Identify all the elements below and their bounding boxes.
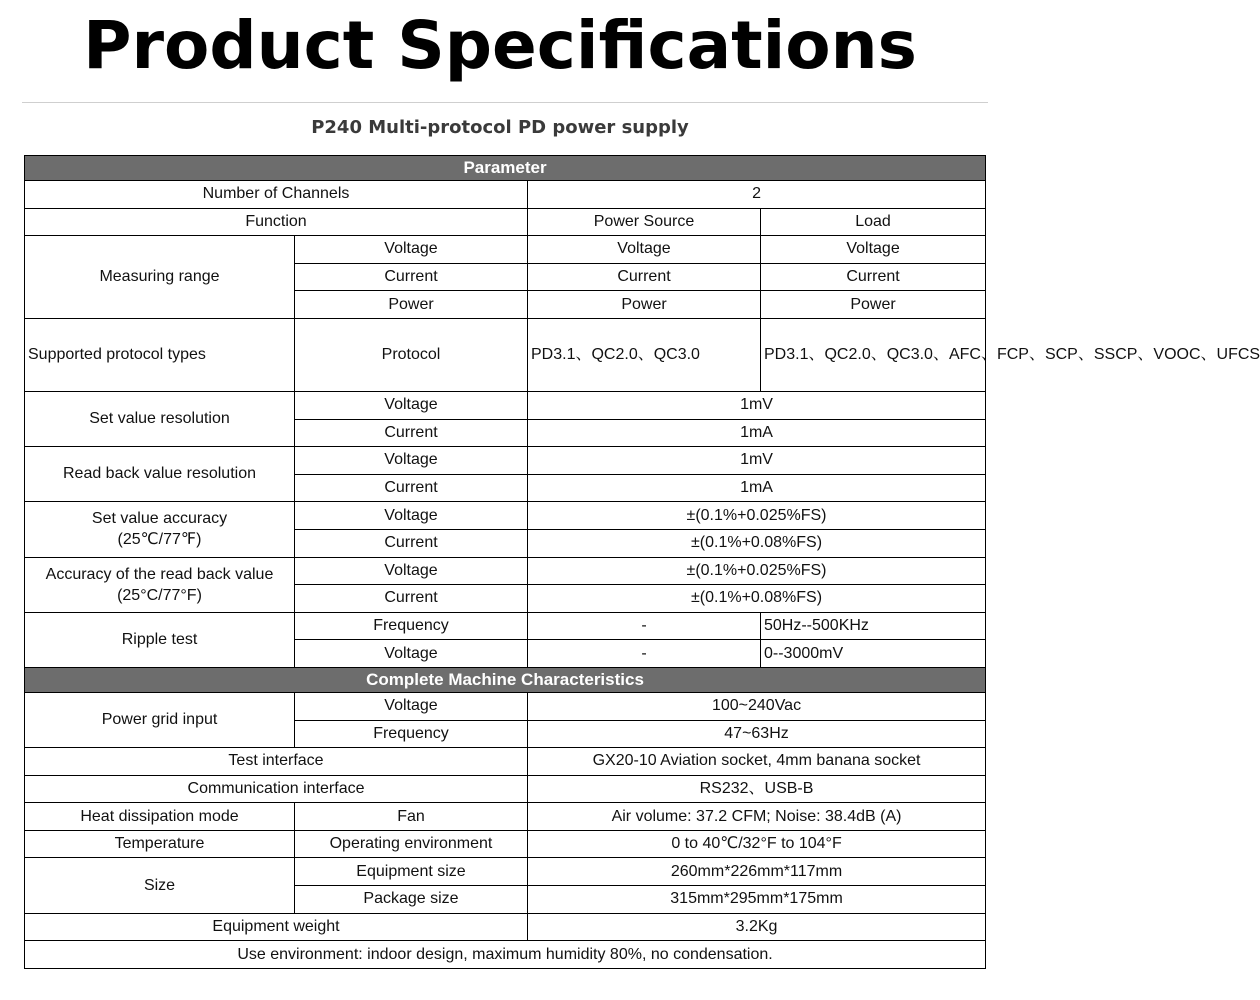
- table-row: [25, 858, 986, 886]
- ripple-frequency-load: 50Hz--500KHz: [761, 612, 986, 640]
- grid-frequency: 47~63Hz: [528, 720, 986, 748]
- grid-voltage: 100~240Vac: [528, 692, 986, 720]
- grid-voltage-sub: Voltage: [295, 692, 528, 720]
- read-accuracy-label-line2: (25°C/77°F): [117, 586, 202, 604]
- protocol-load: PD3.1、QC2.0、QC3.0、AFC、FCP、SCP、SSCP、VOOC、UFCS: [761, 318, 986, 391]
- function-label: Function: [25, 208, 528, 236]
- set-accuracy-label: [25, 502, 295, 557]
- table-row: [25, 748, 986, 776]
- set-resolution-voltage: 1mV: [528, 391, 986, 419]
- measuring-power-sub: Power: [295, 291, 528, 319]
- ripple-voltage-sub: Voltage: [295, 640, 528, 668]
- set-accuracy-voltage: ±(0.1%+0.025%FS): [528, 502, 986, 530]
- temperature-value: 0 to 40℃/32°F to 104°F: [528, 830, 986, 858]
- measuring-power-load: Power: [761, 291, 986, 319]
- table-row: [25, 612, 986, 640]
- set-accuracy-label-line1: Set value accuracy: [91, 510, 228, 528]
- table-row: [25, 692, 986, 720]
- protocol-label: Supported protocol types: [25, 318, 295, 391]
- set-accuracy-current-sub: Current: [295, 529, 528, 557]
- set-accuracy-current: ±(0.1%+0.08%FS): [528, 529, 986, 557]
- table-row: [25, 775, 986, 803]
- set-resolution-current: 1mA: [528, 419, 986, 447]
- function-source: Power Source: [528, 208, 761, 236]
- channels-value: 2: [528, 181, 986, 209]
- table-row: [25, 502, 986, 530]
- grid-input-label: Power grid input: [25, 692, 295, 747]
- measuring-range-label: Measuring range: [25, 236, 295, 319]
- section-header-machine: Complete Machine Characteristics: [25, 667, 986, 692]
- read-resolution-label: Read back value resolution: [25, 447, 295, 502]
- table-row: [25, 391, 986, 419]
- test-interface-label: Test interface: [25, 748, 528, 776]
- grid-frequency-sub: Frequency: [295, 720, 528, 748]
- product-subtitle: P240 Multi-protocol PD power supply: [311, 117, 689, 138]
- table-row: [25, 830, 986, 858]
- weight-label: Equipment weight: [25, 913, 528, 941]
- set-resolution-voltage-sub: Voltage: [295, 391, 528, 419]
- read-resolution-voltage: 1mV: [528, 447, 986, 475]
- measuring-current-load: Current: [761, 263, 986, 291]
- comm-interface-label: Communication interface: [25, 775, 528, 803]
- read-accuracy-label-line1: Accuracy of the read back value: [45, 565, 274, 583]
- read-accuracy-voltage-sub: Voltage: [295, 557, 528, 585]
- spec-table: [24, 155, 1260, 969]
- measuring-voltage-load: Voltage: [761, 236, 986, 264]
- heat-dissipation-value: Air volume: 37.2 CFM; Noise: 38.4dB (A): [528, 803, 986, 831]
- protocol-sub: Protocol: [295, 318, 528, 391]
- set-resolution-label: Set value resolution: [25, 391, 295, 446]
- ripple-frequency-sub: Frequency: [295, 612, 528, 640]
- equipment-size-sub: Equipment size: [295, 858, 528, 886]
- heat-dissipation-label: Heat dissipation mode: [25, 803, 295, 831]
- heat-dissipation-sub: Fan: [295, 803, 528, 831]
- package-size-value: 315mm*295mm*175mm: [528, 886, 986, 914]
- table-row: [25, 447, 986, 475]
- table-row: [25, 913, 986, 941]
- section-row-parameter: [25, 156, 986, 181]
- measuring-power-source: Power: [528, 291, 761, 319]
- measuring-voltage-source: Voltage: [528, 236, 761, 264]
- measuring-voltage-sub: Voltage: [295, 236, 528, 264]
- read-accuracy-label: [25, 557, 295, 612]
- channels-label: Number of Channels: [25, 181, 528, 209]
- title-divider: [22, 102, 988, 103]
- set-accuracy-voltage-sub: Voltage: [295, 502, 528, 530]
- comm-interface-value: RS232、USB-B: [528, 775, 986, 803]
- ripple-voltage-source: -: [528, 640, 761, 668]
- read-accuracy-current-sub: Current: [295, 585, 528, 613]
- ripple-voltage-load: 0--3000mV: [761, 640, 986, 668]
- measuring-current-sub: Current: [295, 263, 528, 291]
- equipment-size-value: 260mm*226mm*117mm: [528, 858, 986, 886]
- table-row: [25, 236, 986, 264]
- read-accuracy-voltage: ±(0.1%+0.025%FS): [528, 557, 986, 585]
- page-title: Product Specifications: [83, 7, 917, 84]
- table-row: [25, 208, 986, 236]
- table-row: [25, 557, 986, 585]
- section-header-parameter: Parameter: [25, 156, 986, 181]
- size-label: Size: [25, 858, 295, 913]
- table-row: [25, 941, 986, 969]
- package-size-sub: Package size: [295, 886, 528, 914]
- function-load: Load: [761, 208, 986, 236]
- read-resolution-current: 1mA: [528, 474, 986, 502]
- table-row: [25, 181, 986, 209]
- temperature-label: Temperature: [25, 830, 295, 858]
- read-resolution-voltage-sub: Voltage: [295, 447, 528, 475]
- set-accuracy-label-line2: (25℃/77℉): [117, 531, 202, 549]
- ripple-label: Ripple test: [25, 612, 295, 667]
- temperature-sub: Operating environment: [295, 830, 528, 858]
- section-row-machine: [25, 667, 986, 692]
- table-row: [25, 803, 986, 831]
- test-interface-value: GX20-10 Aviation socket, 4mm banana socket: [528, 748, 986, 776]
- table-row: [25, 318, 986, 391]
- weight-value: 3.2Kg: [528, 913, 986, 941]
- ripple-frequency-source: -: [528, 612, 761, 640]
- read-accuracy-current: ±(0.1%+0.08%FS): [528, 585, 986, 613]
- protocol-source: PD3.1、QC2.0、QC3.0: [528, 318, 761, 391]
- read-resolution-current-sub: Current: [295, 474, 528, 502]
- measuring-current-source: Current: [528, 263, 761, 291]
- set-resolution-current-sub: Current: [295, 419, 528, 447]
- use-environment: Use environment: indoor design, maximum humidity 80%, no condensation.: [25, 941, 986, 969]
